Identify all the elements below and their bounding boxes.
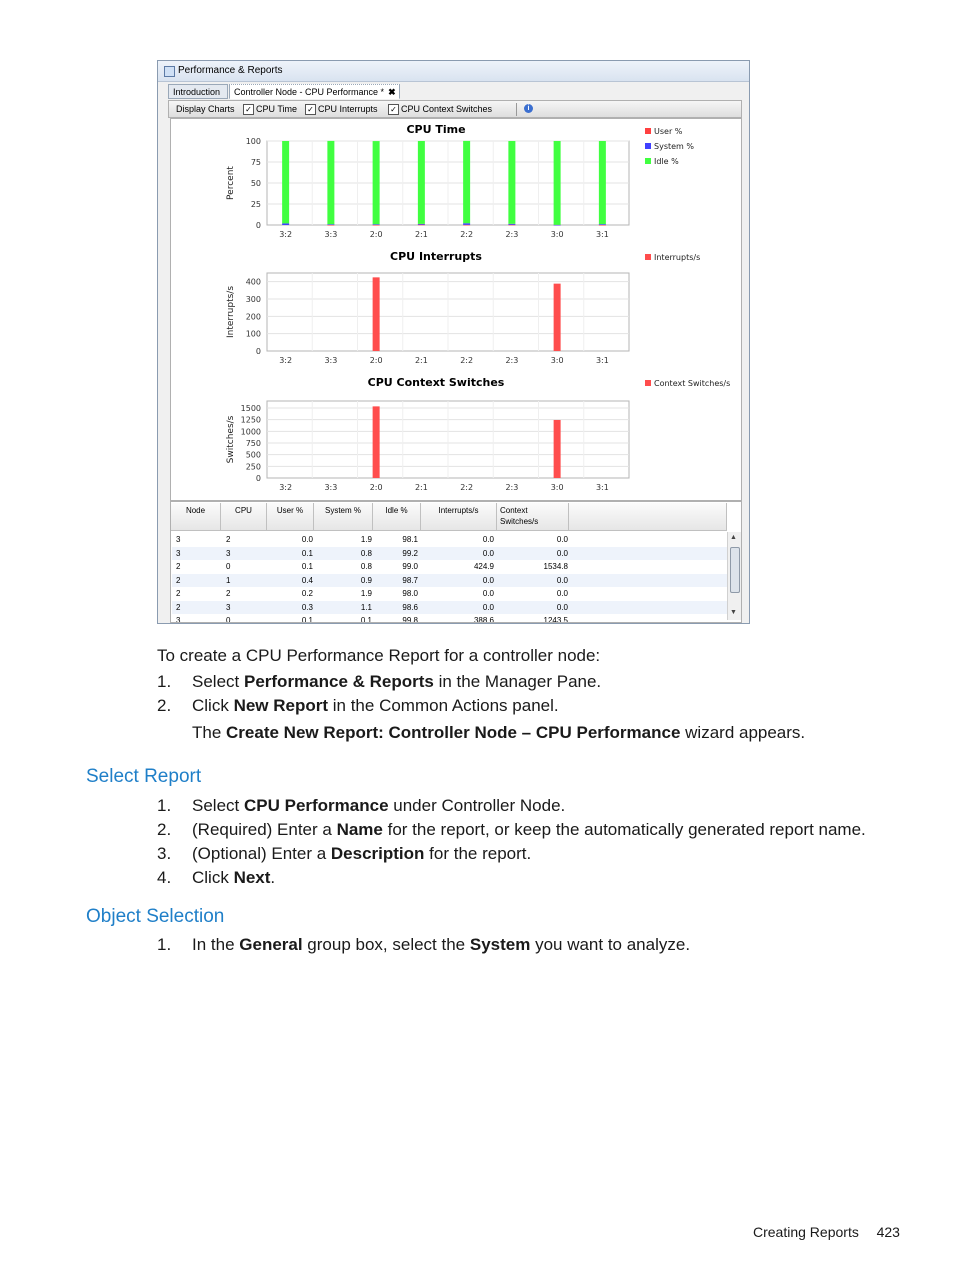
table-row[interactable] xyxy=(172,574,727,588)
legend-label: Interrupts/s xyxy=(654,253,701,262)
step-click-next: Click Next. xyxy=(192,868,276,887)
step-number: 1. xyxy=(157,935,172,954)
y-tick-label: 100 xyxy=(245,137,261,146)
table-cell-context-switches: 0.0 xyxy=(556,535,568,544)
bar xyxy=(327,225,334,226)
column-header-context-switches[interactable]: Context Switches/s xyxy=(497,503,569,531)
tab-strip xyxy=(168,82,748,100)
display-charts-label: Display Charts xyxy=(176,104,235,114)
legend-swatch xyxy=(645,380,651,386)
table-cell-node: 3 xyxy=(176,616,181,623)
chart-panel xyxy=(170,118,742,501)
legend-swatch xyxy=(645,254,651,260)
step-enter-name: (Required) Enter a Name for the report, or keep the automatically generated report name. xyxy=(192,820,866,839)
column-header-system[interactable]: System % xyxy=(314,503,373,531)
x-tick-label: 3:3 xyxy=(324,356,338,365)
x-tick-label: 3:3 xyxy=(324,230,338,239)
x-tick-label: 3:0 xyxy=(550,483,564,492)
x-tick-label: 2:0 xyxy=(369,483,383,492)
x-tick-label: 2:1 xyxy=(414,356,428,365)
table-cell-idle: 99.2 xyxy=(402,548,418,558)
table-cell-system: 0.8 xyxy=(360,548,372,558)
bar xyxy=(599,224,606,225)
table-cell-interrupts: 0.0 xyxy=(482,602,494,612)
x-tick-label: 2:0 xyxy=(369,356,383,365)
bar xyxy=(418,225,425,226)
scroll-up-icon[interactable]: ▲ xyxy=(730,534,737,541)
page-number: 423 xyxy=(876,1224,900,1240)
performance-table xyxy=(170,501,742,623)
y-tick-label: 25 xyxy=(250,200,261,209)
bar xyxy=(554,141,561,225)
column-header-filler xyxy=(569,503,727,531)
bar xyxy=(463,223,470,225)
table-cell-idle: 98.7 xyxy=(402,575,418,585)
legend-label: Idle % xyxy=(654,157,679,166)
cpu-interrupts-checkbox[interactable]: ✓ xyxy=(305,104,316,115)
step-number: 4. xyxy=(157,868,172,887)
column-header-idle[interactable]: Idle % xyxy=(373,503,421,531)
window-title: Performance & Reports xyxy=(178,65,283,76)
x-tick-label: 3:1 xyxy=(595,356,609,365)
table-vertical-scrollbar[interactable] xyxy=(727,532,741,620)
wizard-appears-note: The Create New Report: Controller Node – CPU Performance wizard appears. xyxy=(192,723,806,742)
cpu-time-checkbox-label: CPU Time xyxy=(256,104,298,114)
y-tick-label: 300 xyxy=(245,295,261,304)
bar xyxy=(327,141,334,224)
table-cell-interrupts: 0.0 xyxy=(482,535,494,544)
y-tick-label: 1000 xyxy=(240,427,261,437)
table-cell-idle: 98.1 xyxy=(402,535,418,544)
table-cell-system: 1.9 xyxy=(360,535,372,544)
legend-label: System % xyxy=(654,142,694,151)
table-cell-interrupts: 0.0 xyxy=(482,575,494,585)
table-cell-system: 1.1 xyxy=(360,602,372,612)
table-cell-node: 2 xyxy=(176,589,181,598)
tab-introduction[interactable] xyxy=(168,84,228,99)
x-tick-label: 2:1 xyxy=(414,483,428,492)
charts-canvas xyxy=(171,119,741,500)
page-footer xyxy=(753,1223,900,1241)
table-cell-user: 0.4 xyxy=(301,575,313,585)
x-tick-label: 3:1 xyxy=(595,230,609,239)
y-axis-label: Percent xyxy=(226,166,236,200)
table-cell-cpu: 3 xyxy=(226,548,231,558)
x-tick-label: 2:3 xyxy=(505,483,519,492)
column-header-user[interactable]: User % xyxy=(267,503,314,531)
step-select-performance-reports: Select Performance & Reports in the Manager Pane. xyxy=(192,672,602,691)
table-cell-context-switches: 0.0 xyxy=(556,575,568,585)
bar xyxy=(599,141,606,224)
table-cell-interrupts: 388.6 xyxy=(473,616,494,623)
column-header-interrupts[interactable]: Interrupts/s xyxy=(421,503,497,531)
bar xyxy=(373,224,380,225)
table-cell-system: 0.1 xyxy=(360,616,372,623)
table-cell-cpu: 0 xyxy=(226,562,231,571)
toolbar-separator xyxy=(516,103,517,116)
footer-section-name: Creating Reports xyxy=(753,1224,859,1240)
cpu-context-switches-checkbox-label: CPU Context Switches xyxy=(401,104,493,114)
table-cell-interrupts: 0.0 xyxy=(482,548,494,558)
y-tick-label: 50 xyxy=(250,179,261,188)
table-cell-context-switches: 0.0 xyxy=(556,589,568,598)
x-tick-label: 2:3 xyxy=(505,230,519,239)
bar xyxy=(373,277,380,351)
table-cell-user: 0.0 xyxy=(301,535,313,544)
bar xyxy=(508,141,515,224)
step-select-system: In the General group box, select the System you want to analyze. xyxy=(192,935,691,954)
tab-controller-node-cpu-performance[interactable] xyxy=(229,84,400,99)
x-tick-label: 3:3 xyxy=(324,483,338,492)
scroll-thumb[interactable] xyxy=(730,547,740,593)
bar xyxy=(418,224,425,225)
x-tick-label: 2:0 xyxy=(369,230,383,239)
chart-title: CPU Context Switches xyxy=(367,376,505,389)
legend-swatch xyxy=(645,143,651,149)
bar xyxy=(463,225,470,226)
x-tick-label: 2:2 xyxy=(460,356,474,365)
table-row[interactable] xyxy=(172,614,727,623)
window-title-bar xyxy=(158,61,749,82)
table-row[interactable] xyxy=(172,547,727,561)
chart-title: CPU Time xyxy=(406,123,466,136)
y-tick-label: 1500 xyxy=(240,404,261,413)
x-tick-label: 3:0 xyxy=(550,356,564,365)
bar xyxy=(554,284,561,351)
table-cell-user: 0.2 xyxy=(301,589,313,598)
table-cell-node: 3 xyxy=(176,535,181,544)
y-tick-label: 75 xyxy=(250,158,261,167)
step-number: 1. xyxy=(157,796,172,815)
x-tick-label: 2:3 xyxy=(505,356,519,365)
column-header-cpu[interactable]: CPU xyxy=(221,503,267,531)
table-cell-user: 0.3 xyxy=(301,602,313,612)
y-tick-label: 100 xyxy=(245,329,261,339)
close-icon[interactable]: ✖ xyxy=(388,87,396,97)
y-axis-label: Switches/s xyxy=(226,415,236,464)
step-number: 2. xyxy=(157,820,172,839)
cpu-interrupts-checkbox-label: CPU Interrupts xyxy=(318,104,378,114)
cpu-time-checkbox[interactable]: ✓ xyxy=(243,104,254,115)
x-tick-label: 3:0 xyxy=(550,230,564,239)
bar xyxy=(463,141,470,223)
table-cell-cpu: 2 xyxy=(226,535,231,544)
bar xyxy=(373,225,380,226)
legend-label: Context Switches/s xyxy=(654,379,731,388)
step-enter-description: (Optional) Enter a Description for the report. xyxy=(192,844,532,863)
intro-paragraph: To create a CPU Performance Report for a controller node: xyxy=(157,646,601,665)
table-cell-idle: 99.8 xyxy=(402,616,418,623)
bar xyxy=(373,406,380,478)
table-cell-node: 2 xyxy=(176,575,181,585)
table-cell-cpu: 3 xyxy=(226,602,231,612)
table-row[interactable] xyxy=(172,587,727,601)
table-cell-context-switches: 1243.5 xyxy=(543,616,568,623)
x-tick-label: 3:2 xyxy=(279,230,293,239)
table-cell-node: 2 xyxy=(176,602,181,612)
performance-reports-window xyxy=(157,60,750,624)
y-tick-label: 200 xyxy=(245,312,261,322)
table-cell-idle: 98.0 xyxy=(402,589,418,598)
table-cell-context-switches: 0.0 xyxy=(556,602,568,612)
column-header-node[interactable]: Node xyxy=(171,503,221,531)
x-tick-label: 3:2 xyxy=(279,483,293,492)
table-cell-cpu: 1 xyxy=(226,575,231,585)
y-tick-label: 0 xyxy=(255,474,261,483)
x-tick-label: 3:2 xyxy=(279,356,293,365)
legend-label: User % xyxy=(654,127,683,136)
table-cell-context-switches: 0.0 xyxy=(556,548,568,558)
table-cell-interrupts: 424.9 xyxy=(473,562,494,571)
table-cell-system: 0.8 xyxy=(360,562,372,571)
y-tick-label: 500 xyxy=(245,450,261,460)
reports-icon xyxy=(164,66,175,77)
table-cell-user: 0.1 xyxy=(301,562,313,571)
chart-title: CPU Interrupts xyxy=(390,250,482,263)
bar xyxy=(554,225,561,226)
x-tick-label: 3:1 xyxy=(595,483,609,492)
bar xyxy=(282,223,289,225)
table-row[interactable] xyxy=(172,601,727,615)
bar xyxy=(327,224,334,225)
table-row[interactable] xyxy=(172,560,727,574)
y-tick-label: 0 xyxy=(255,347,261,356)
bar xyxy=(508,225,515,226)
x-tick-label: 2:2 xyxy=(460,230,474,239)
table-cell-system: 1.9 xyxy=(360,589,372,598)
bar xyxy=(554,420,561,478)
scroll-down-icon[interactable]: ▼ xyxy=(730,609,737,616)
legend-swatch xyxy=(645,128,651,134)
bar xyxy=(282,141,289,223)
y-axis-label: Interrupts/s xyxy=(226,285,236,339)
tab-label: Introduction xyxy=(173,87,221,97)
y-tick-label: 400 xyxy=(245,277,261,287)
x-tick-label: 2:1 xyxy=(414,230,428,239)
tab-label: Controller Node - CPU Performance * xyxy=(234,87,385,97)
heading-object-selection: Object Selection xyxy=(86,906,225,927)
bar xyxy=(599,225,606,226)
cpu-context-switches-checkbox[interactable]: ✓ xyxy=(388,104,399,115)
step-number: 1. xyxy=(157,672,172,691)
y-tick-label: 0 xyxy=(255,221,261,230)
legend-swatch xyxy=(645,158,651,164)
table-cell-interrupts: 0.0 xyxy=(482,589,494,598)
table-row[interactable] xyxy=(172,533,727,547)
y-tick-label: 750 xyxy=(245,439,261,448)
y-tick-label: 1250 xyxy=(240,415,261,425)
table-cell-context-switches: 1534.8 xyxy=(543,562,568,571)
table-cell-user: 0.1 xyxy=(301,548,313,558)
table-cell-system: 0.9 xyxy=(360,575,372,585)
bar xyxy=(418,141,425,224)
table-cell-idle: 98.6 xyxy=(402,602,418,612)
bar xyxy=(373,141,380,224)
table-cell-user: 0.1 xyxy=(301,616,313,623)
table-cell-node: 3 xyxy=(176,548,181,558)
heading-select-report: Select Report xyxy=(86,766,202,787)
y-tick-label: 250 xyxy=(245,462,261,472)
x-tick-label: 2:2 xyxy=(460,483,474,492)
step-click-new-report: Click New Report in the Common Actions panel. xyxy=(192,696,559,715)
table-cell-cpu: 2 xyxy=(226,589,231,598)
step-select-cpu-performance: Select CPU Performance under Controller Node. xyxy=(192,796,566,815)
step-number: 3. xyxy=(157,844,172,863)
table-cell-node: 2 xyxy=(176,562,181,571)
info-icon[interactable]: i xyxy=(524,104,533,113)
step-number: 2. xyxy=(157,696,172,715)
table-cell-cpu: 0 xyxy=(226,616,231,623)
bar xyxy=(508,224,515,225)
chart-toolbar xyxy=(168,100,742,118)
table-cell-idle: 99.0 xyxy=(402,562,418,571)
